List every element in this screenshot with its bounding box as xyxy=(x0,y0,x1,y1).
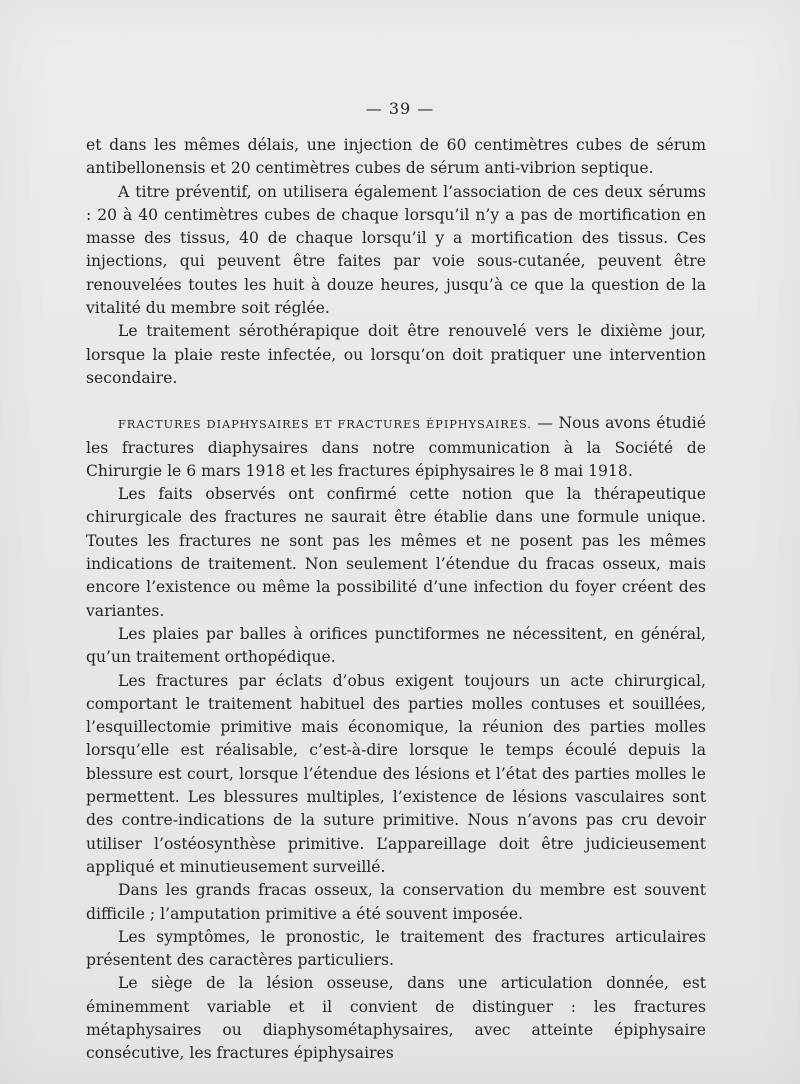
paragraph-articular-fractures: Les symptômes, le pronostic, le traitement des fractures articulaires présentent des caractères particuliers. xyxy=(86,927,706,970)
body-text xyxy=(86,134,706,1066)
paragraph-fractures-section xyxy=(86,412,706,483)
paragraph-preventive: A titre préventif, on utilisera également l’association de ces deux sérums : 20 à 40 centimètres cubes de chaque lorsqu’il n’y a pas de mortification en masse des tissus, 40 de chaque lorsqu’il y a mortification des tissus. Ces injections, qui peuvent être faites par voie sous-cutanée, peuvent être renouvelées toutes les huit à douze heures, jusqu’à ce que la question de la vitalité du membre soit réglée. xyxy=(86,182,706,318)
paragraph-observed-facts: Les faits observés ont confirmé cette notion que la thérapeutique chirurgicale des fractures ne saurait être établie dans une formule unique. Toutes les fractures ne sont pas les mêmes et ne posent pas les mêmes indications de traitement. Non seulement l’étendue du fracas osseux, mais encore l’existence ou même la possibilité d’une infection du foyer créent des variantes. xyxy=(86,485,706,620)
paragraph-lesion-site: Le siège de la lésion osseuse, dans une articulation donnée, est éminemment variable et il convient de distinguer : les fractures métaphysaires ou diaphysométaphysaires, avec atteinte épiphysaire consécutive, les fractures épiphysaires xyxy=(86,974,706,1063)
section-intro-text: — Nous avons étudié les fractures diaphysaires dans notre communication à la Société de Chirurgie le 6 mars 1918 et les fractures épiphysaires le 8 mai 1918. xyxy=(86,414,706,480)
paragraph-large-fractures: Dans les grands fracas osseux, la conservation du membre est souvent difficile ; l’amputation primitive a été souvent imposée. xyxy=(86,881,706,923)
paragraph-serum-continuation: et dans les mêmes délais, une injection de 60 centimètres cubes de sérum antibellonensis et 20 centimètres cubes de sérum anti-vibrion septique. xyxy=(86,136,706,178)
section-heading: FRACTURES DIAPHYSAIRES ET FRACTURES ÉPIPHYSAIRES. xyxy=(118,417,532,432)
page-number: — 39 — xyxy=(365,99,435,118)
paragraph-serotherapy-renewal: Le traitement sérothérapique doit être renouvelé vers le dixième jour, lorsque la plaie reste infectée, ou lorsqu’on doit pratiquer une intervention secondaire. xyxy=(86,322,706,387)
paragraph-bullet-wounds: Les plaies par balles à orifices punctiformes ne nécessitent, en général, qu’un traitement orthopédique. xyxy=(86,624,706,667)
paragraph-shell-fractures: Les fractures par éclats d’obus exigent toujours un acte chirurgical, comportant le traitement habituel des parties molles contuses et souillées, l’esquillectomie primitive mais économique, la réunion des parties molles lorsqu’elle est réalisable, c’est-à-dire lorsque le temps écoulé depuis la blessure est court, lorsque l’étendue des lésions et l’état des parties molles le permettent. Les blessures multiples, l’existence de lésions vasculaires sont des contre-indications de la suture primitive. Nous n’avons pas cru devoir utiliser l’ostéosynthèse primitive. L’appareillage doit être judicieusement appliqué et minutieusement surveillé. xyxy=(86,671,706,876)
